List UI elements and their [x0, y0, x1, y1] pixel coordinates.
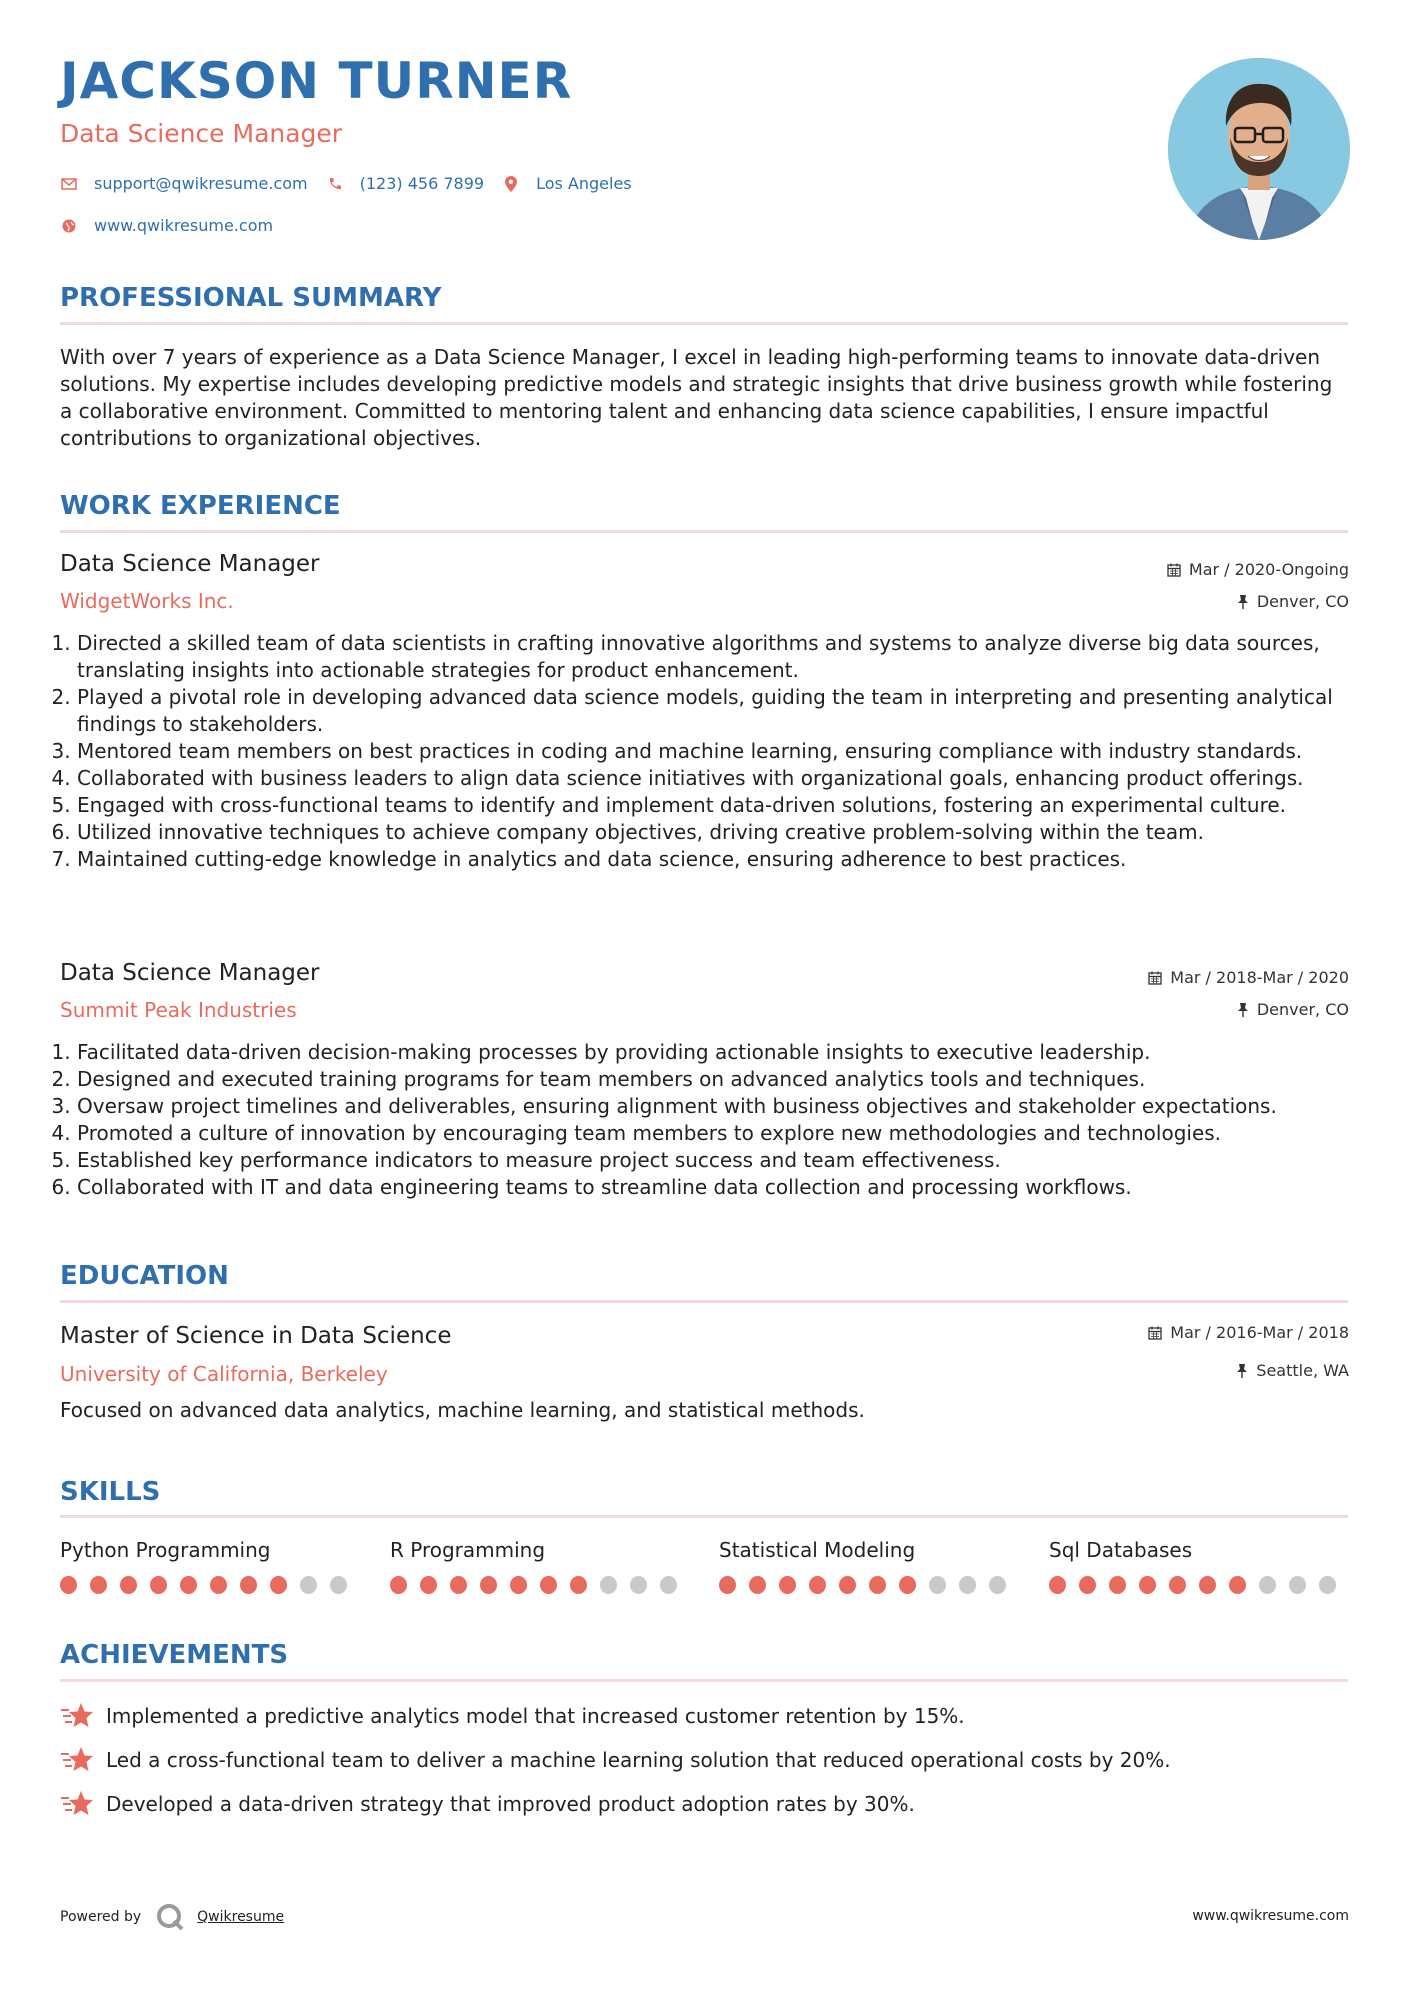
- rating-dot-empty: [929, 1576, 946, 1594]
- rating-dot-filled: [1199, 1576, 1216, 1594]
- qwikresume-logo-icon: [155, 1902, 185, 1932]
- rating-dot-filled: [749, 1576, 766, 1594]
- skill-name: Python Programming: [60, 1538, 271, 1562]
- school-name: University of California, Berkeley: [60, 1362, 388, 1386]
- education-dates-text: Mar / 2016-Mar / 2018: [1170, 1323, 1349, 1342]
- job-location-text: Denver, CO: [1256, 592, 1349, 611]
- website-row: [60, 216, 291, 235]
- contact-row: [60, 174, 650, 193]
- experience-heading: WORK EXPERIENCE: [60, 491, 341, 521]
- list-item: 1. Facilitated data-driven decision-making processes by providing actionable insights to executive leadership.: [77, 1039, 1372, 1066]
- rating-dot-empty: [630, 1576, 647, 1594]
- rating-dot-empty: [330, 1576, 347, 1594]
- candidate-name: JACKSON TURNER: [60, 52, 573, 110]
- rating-dot-filled: [150, 1576, 167, 1594]
- section-divider: [60, 322, 1348, 325]
- rating-dot-filled: [809, 1576, 826, 1594]
- job-dates: [1167, 562, 1349, 578]
- job-dates-text: Mar / 2018-Mar / 2020: [1170, 968, 1349, 987]
- list-item: 4. Promoted a culture of innovation by encouraging team members to explore new methodologies and technologies.: [77, 1120, 1372, 1147]
- education-heading: EDUCATION: [60, 1261, 229, 1291]
- job-bullets: [60, 1039, 1372, 1201]
- phone-text: (123) 456 7899: [359, 174, 485, 193]
- rating-dot-filled: [1139, 1576, 1156, 1594]
- map-pin-icon: [502, 175, 520, 193]
- section-divider: [60, 530, 1348, 533]
- education-location: [1236, 1363, 1349, 1379]
- rating-dot-filled: [719, 1576, 736, 1594]
- list-item: 3. Mentored team members on best practices in coding and machine learning, ensuring compliance with industry standards.: [77, 738, 1372, 765]
- phone-icon: [326, 175, 344, 193]
- job-dates-text: Mar / 2020-Ongoing: [1188, 560, 1349, 579]
- star-icon: [60, 1745, 94, 1775]
- list-item: 2. Designed and executed training programs for team members on advanced analytics tools and techniques.: [77, 1066, 1372, 1093]
- candidate-title: Data Science Manager: [60, 119, 343, 148]
- achievement-item: [60, 1701, 965, 1731]
- list-item: 2. Played a pivotal role in developing advanced data science models, guiding the team in interpreting and presenting analytical findings to stakeholders.: [77, 684, 1372, 738]
- rating-dot-filled: [1229, 1576, 1246, 1594]
- footer-website[interactable]: www.qwikresume.com: [1192, 1908, 1349, 1924]
- job-location: [1237, 594, 1349, 610]
- list-item: 1. Directed a skilled team of data scientists in crafting innovative algorithms and systems to analyze diverse big data sources, translating insights into actionable strategies for product enhancement.: [77, 630, 1372, 684]
- rating-dot-filled: [779, 1576, 796, 1594]
- skill-name: Sql Databases: [1049, 1538, 1193, 1562]
- rating-dot-empty: [1289, 1576, 1306, 1594]
- skills-heading: SKILLS: [60, 1477, 161, 1507]
- rating-dot-filled: [120, 1576, 137, 1594]
- achievement-text: Implemented a predictive analytics model that increased customer retention by 15%.: [106, 1704, 965, 1728]
- pushpin-icon: [1237, 595, 1249, 609]
- rating-dot-filled: [60, 1576, 77, 1594]
- rating-dot-filled: [1169, 1576, 1186, 1594]
- rating-dot-filled: [240, 1576, 257, 1594]
- rating-dot-filled: [270, 1576, 287, 1594]
- skill-name: Statistical Modeling: [719, 1538, 916, 1562]
- list-item: 3. Oversaw project timelines and deliverables, ensuring alignment with business objectives and stakeholder expectations.: [77, 1093, 1372, 1120]
- list-item: 4. Collaborated with business leaders to align data science initiatives with organizational goals, enhancing product offerings.: [77, 765, 1372, 792]
- section-divider: [60, 1515, 1348, 1518]
- rating-dot-filled: [390, 1576, 407, 1594]
- skill-rating: [60, 1576, 360, 1594]
- rating-dot-filled: [420, 1576, 437, 1594]
- job-dates: [1148, 970, 1349, 986]
- globe-icon: [60, 217, 78, 235]
- rating-dot-filled: [510, 1576, 527, 1594]
- website-link[interactable]: www.qwikresume.com: [94, 216, 274, 235]
- education-description: Focused on advanced data analytics, machine learning, and statistical methods.: [60, 1398, 865, 1422]
- skill-rating: [719, 1576, 1019, 1594]
- achievements-heading: ACHIEVEMENTS: [60, 1640, 289, 1670]
- skill-rating: [390, 1576, 690, 1594]
- rating-dot-filled: [899, 1576, 916, 1594]
- rating-dot-empty: [959, 1576, 976, 1594]
- rating-dot-filled: [210, 1576, 227, 1594]
- pushpin-icon: [1237, 1003, 1249, 1017]
- star-icon: [60, 1701, 94, 1731]
- education-location-text: Seattle, WA: [1256, 1361, 1349, 1380]
- skill-item: [1049, 1540, 1349, 1594]
- powered-by-label: Powered by: [60, 1909, 142, 1925]
- qwikresume-link[interactable]: Qwikresume: [197, 1909, 285, 1925]
- achievement-text: Led a cross-functional team to deliver a machine learning solution that reduced operational costs by 20%.: [106, 1748, 1171, 1772]
- job-title: Data Science Manager: [60, 960, 320, 986]
- rating-dot-filled: [570, 1576, 587, 1594]
- job-location-text: Denver, CO: [1256, 1000, 1349, 1019]
- footer-branding: [60, 1902, 284, 1932]
- achievement-item: [60, 1789, 915, 1819]
- degree-title: Master of Science in Data Science: [60, 1323, 452, 1349]
- list-item: 6. Utilized innovative techniques to achieve company objectives, driving creative problem-solving within the team.: [77, 819, 1372, 846]
- job-bullets: [60, 630, 1372, 873]
- education-dates: [1148, 1325, 1349, 1341]
- achievement-text: Developed a data-driven strategy that improved product adoption rates by 30%.: [106, 1792, 915, 1816]
- skill-item: [60, 1540, 360, 1594]
- rating-dot-filled: [450, 1576, 467, 1594]
- rating-dot-empty: [1259, 1576, 1276, 1594]
- email-link[interactable]: support@qwikresume.com: [94, 174, 308, 193]
- summary-heading: PROFESSIONAL SUMMARY: [60, 283, 442, 313]
- calendar-icon: [1167, 563, 1181, 577]
- rating-dot-empty: [600, 1576, 617, 1594]
- pushpin-icon: [1236, 1364, 1248, 1378]
- section-divider: [60, 1679, 1348, 1682]
- calendar-icon: [1148, 971, 1162, 985]
- calendar-icon: [1148, 1326, 1162, 1340]
- skill-name: R Programming: [390, 1538, 546, 1562]
- rating-dot-filled: [540, 1576, 557, 1594]
- rating-dot-filled: [1079, 1576, 1096, 1594]
- envelope-icon: [60, 175, 78, 193]
- profile-photo: [1168, 58, 1350, 240]
- rating-dot-empty: [660, 1576, 677, 1594]
- rating-dot-filled: [180, 1576, 197, 1594]
- list-item: 7. Maintained cutting-edge knowledge in analytics and data science, ensuring adherence to best practices.: [77, 846, 1372, 873]
- list-item: 5. Established key performance indicators to measure project success and team effectiveness.: [77, 1147, 1372, 1174]
- rating-dot-empty: [989, 1576, 1006, 1594]
- rating-dot-filled: [839, 1576, 856, 1594]
- job-title: Data Science Manager: [60, 551, 320, 577]
- list-item: 5. Engaged with cross-functional teams to identify and implement data-driven solutions, fostering an experimental culture.: [77, 792, 1372, 819]
- star-icon: [60, 1789, 94, 1819]
- skill-rating: [1049, 1576, 1349, 1594]
- rating-dot-empty: [1319, 1576, 1336, 1594]
- achievement-item: [60, 1745, 1171, 1775]
- job-company: WidgetWorks Inc.: [60, 589, 234, 613]
- summary-text: With over 7 years of experience as a Data Science Manager, I excel in leading high-performing teams to innovate data-driven solutions. My expertise includes developing predictive models and strategic insights that drive business growth while fostering a collaborative environment. Committed to mentoring talent and enhancing data science capabilities, I ensure impactful contributions to organizational objectives.: [60, 345, 1333, 450]
- rating-dot-empty: [300, 1576, 317, 1594]
- skill-item: [390, 1540, 690, 1594]
- location-text: Los Angeles: [536, 174, 632, 193]
- job-location: [1237, 1002, 1349, 1018]
- rating-dot-filled: [480, 1576, 497, 1594]
- rating-dot-filled: [869, 1576, 886, 1594]
- rating-dot-filled: [1109, 1576, 1126, 1594]
- list-item: 6. Collaborated with IT and data engineering teams to streamline data collection and processing workflows.: [77, 1174, 1372, 1201]
- rating-dot-filled: [90, 1576, 107, 1594]
- section-divider: [60, 1300, 1348, 1303]
- skill-item: [719, 1540, 1019, 1594]
- job-company: Summit Peak Industries: [60, 998, 297, 1022]
- rating-dot-filled: [1049, 1576, 1066, 1594]
